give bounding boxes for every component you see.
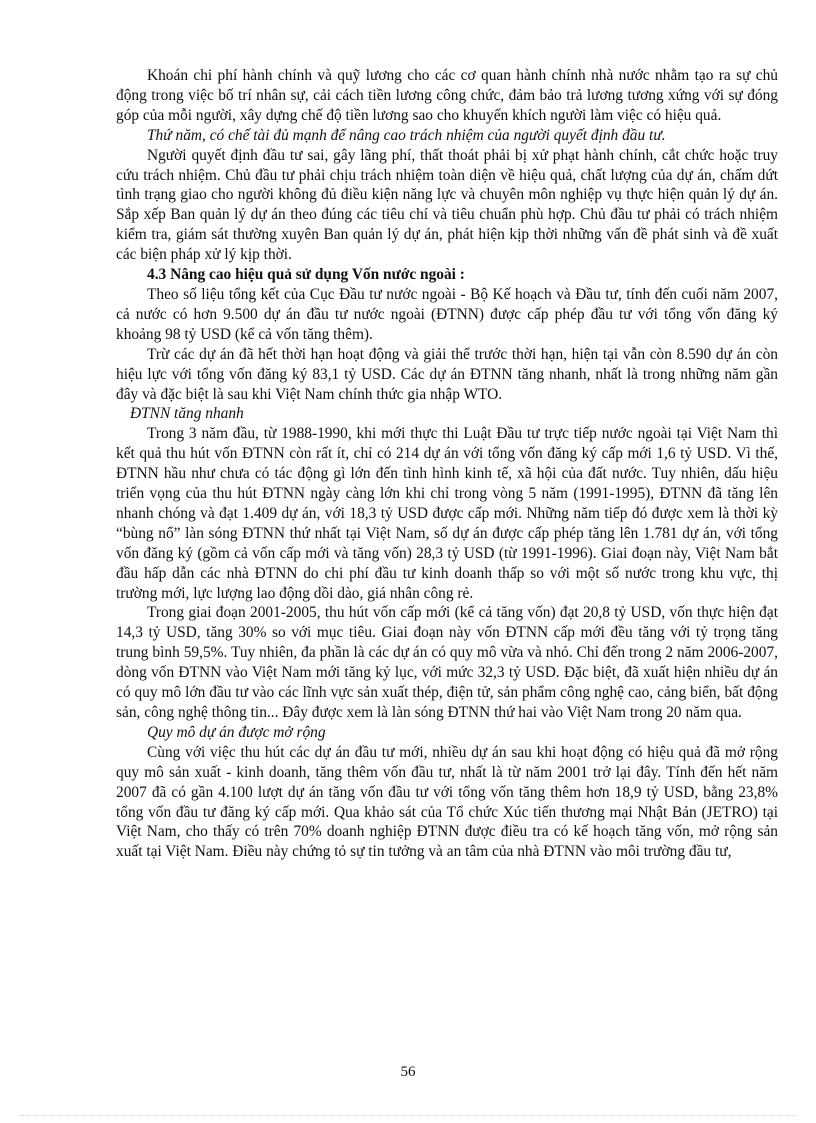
paragraph-fifth-point-heading: Thứ năm, có chế tài đủ mạnh để nâng cao trách nhiệm của người quyết định đầu tư. — [147, 126, 666, 144]
paragraph-first-wave: Trong 3 năm đầu, từ 1988-1990, khi mới thực thi Luật Đầu tư trực tiếp nước ngoài tại Việt Nam thì kết quả thu hút vốn ĐTNN còn rất ít, chỉ có 214 dự án với tổng vốn đăng ký cấp mới 1,6 tỷ USD. Vì thế, ĐTNN hầu như chưa có tác động gì lớn đến tình hình kinh tế, xã hội của đất nước. Tuy nhiên, dấu hiệu triển vọng của thu hút ĐTNN ngày càng lớn khi chỉ trong vòng 5 năm (1991-1995), ĐTNN đã tăng lên nhanh chóng và đạt 1.409 dự án, với 18,3 tỷ USD được cấp mới. Những năm tiếp đó được xem là thời kỳ “bùng nổ” làn sóng ĐTNN thứ nhất tại Việt Nam, số dự án được cấp phép tăng lên 1.781 dự án, với tổng vốn đăng ký (gồm cả vốn cấp mới và tăng vốn) 28,3 tỷ USD (từ 1991-1996). Giai đoạn này, Việt Nam bắt đầu hấp dẫn các nhà ĐTNN do chi phí đầu tư kinh doanh thấp so với một số nước trong khu vực, thị trường mới, lực lượng lao động dồi dào, giá nhân công rẻ. — [116, 425, 778, 602]
paragraph-fdi-statistics: Theo số liệu tổng kết của Cục Đầu tư nước ngoài - Bộ Kế hoạch và Đầu tư, tính đến cuối năm 2007, cả nước có hơn 9.500 dự án đầu tư nước ngoài (ĐTNN) được cấp phép đầu tư với tổng vốn đăng ký khoảng 98 tỷ USD (kể cả vốn tăng thêm). — [116, 285, 778, 343]
paragraph-capital-expansion: Cùng với việc thu hút các dự án đầu tư mới, nhiều dự án sau khi hoạt động có hiệu quả đã mở rộng quy mô sản xuất - kinh doanh, tăng thêm vốn đầu tư, nhất là từ năm 2001 trở lại đây. Tính đến hết năm 2007 đã có gần 4.100 lượt dự án tăng vốn đầu tư với tổng vốn tăng thêm hơn 18,9 tỷ USD, bằng 23,8% tổng vốn đầu tư đăng ký cấp mới. Qua khảo sát của Tổ chức Xúc tiến thương mại Nhật Bản (JETRO) tại Việt Nam, cho thấy có trên 70% doanh nghiệp ĐTNN được điều tra có kế hoạch tăng vốn, mở rộng sản xuất tại Việt Nam. Điều này chứng tỏ sự tin tưởng và an tâm của nhà ĐTNN vào môi trường đầu tư, — [116, 743, 778, 861]
footer-divider — [20, 1115, 796, 1116]
subheading-project-scale: Quy mô dự án được mở rộng — [147, 723, 326, 741]
paragraph-administrative-costs: Khoán chi phí hành chính và quỹ lương cho các cơ quan hành chính nhà nước nhằm tạo ra sự chủ động trong việc bố trí nhân sự, cải cách tiền lương công chức, đảm bảo trả lương tương xứng với sự đóng góp của mỗi người, xây dựng chế độ tiền lương sao cho khuyến khích người làm việc có hiệu quả. — [116, 67, 778, 124]
section-heading-4-3: 4.3 Nâng cao hiệu quả sử dụng Vốn nước ngoài : — [147, 266, 465, 284]
subheading-fdi-growth: ĐTNN tăng nhanh — [130, 405, 244, 423]
paragraph-investor-responsibility: Người quyết định đầu tư sai, gây lãng phí, thất thoát phải bị xử phạt hành chính, cắt chức hoặc truy cứu trách nhiệm. Chủ đầu tư phải chịu trách nhiệm toàn diện về hiệu quả, chất lượng của dự án, chấm dứt tình trạng giao cho người không đủ điều kiện năng lực và chuyên môn nghiệp vụ thực hiện quản lý dự án. Sắp xếp Ban quản lý dự án theo đúng các tiêu chí và tiêu chuẩn phù hợp. Chủ đầu tư phải có trách nhiệm kiểm tra, giám sát thường xuyên Ban quản lý dự án, phát hiện kịp thời những vấn đề phát sinh và đề xuất các biện pháp xử lý kịp thời. — [116, 146, 778, 264]
paragraph-active-projects: Trừ các dự án đã hết thời hạn hoạt động và giải thể trước thời hạn, hiện tại vẫn còn 8.590 dự án còn hiệu lực với tổng vốn đăng ký 83,1 tỷ USD. Các dự án ĐTNN tăng nhanh, nhất là trong những năm gần đây và đặc biệt là sau khi Việt Nam chính thức gia nhập WTO. — [116, 345, 778, 403]
document-body — [116, 66, 778, 862]
paragraph-second-wave: Trong giai đoạn 2001-2005, thu hút vốn cấp mới (kể cả tăng vốn) đạt 20,8 tỷ USD, vốn thực hiện đạt 14,3 tỷ USD, tăng 30% so với mục tiêu. Giai đoạn này vốn ĐTNN cấp mới đều tăng với tỷ trọng tăng trung bình 59,5%. Tuy nhiên, đa phần là các dự án có quy mô vừa và nhỏ. Chỉ đến trong 2 năm 2006-2007, dòng vốn ĐTNN vào Việt Nam mới tăng kỷ lục, với mức 32,3 tỷ USD. Đặc biệt, đã xuất hiện nhiều dự án có quy mô lớn đầu tư vào các lĩnh vực sản xuất thép, điện tử, sản phẩm công nghệ cao, cảng biển, bất động sản, công nghệ thông tin... Đây được xem là làn sóng ĐTNN thứ hai vào Việt Nam trong 20 năm qua. — [116, 604, 778, 721]
page-number: 56 — [400, 1064, 416, 1080]
